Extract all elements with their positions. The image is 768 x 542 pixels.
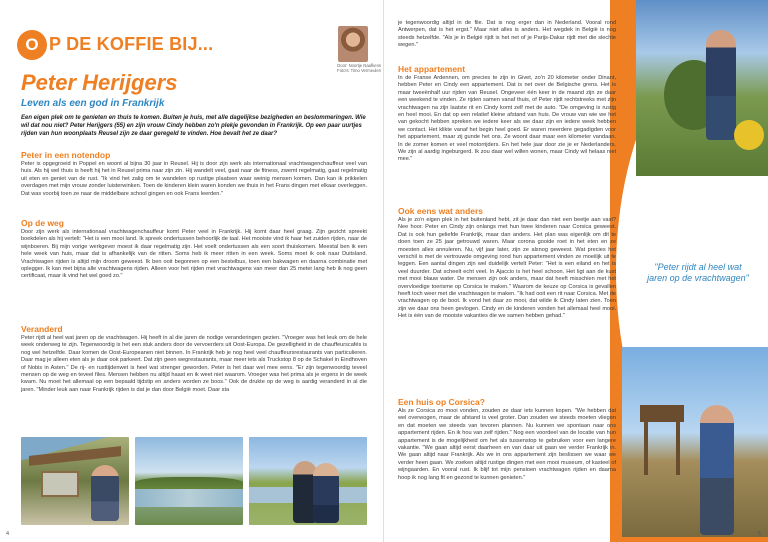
column-continuation: je tegenwoordig altijd in de file. Dat is nog erger dan in Nederland. Vooral rond Antwerpen, dat is het ergst." Maar niet alles is anders. Het wegdek in België is nog steeds hetzelfde. "Als je in België rijdt is het net of je Parijs-Dakar rijdt met die slechte wegen." [398, 20, 616, 49]
section-title-op-de-weg: Op de weg [21, 218, 64, 228]
couple-at-lake-photo [249, 437, 367, 525]
section-title-veranderd: Veranderd [21, 324, 63, 334]
man-at-bird-hide-photo [21, 437, 129, 525]
section-body-ook-eens: Als je zo'n eigen plek in het buitenland hebt, zit je daar dan niet een beetje aan vast? Nee hoor. Peter en Cindy zijn onlangs met hun twee kinderen naar Corsica geweest. Dat is ook hun geliefde Frankrijk, maar dan anders. Het plan was eigenlijk om dit te doen toen ze 25 jaar getrouwd waren. Maar corona gooide roet in het eten en ze moesten alles annuleren. Nu, vijf jaar later, zijn ze alsnog geweest. Wat precies het verschil is met de vertrouwde omgeving rond hun appartement vinden ze moeilijk uit te leggen. Een aantal dingen zijn wel duidelijk vertelt Peter: "Het is een eiland en het is veel duurder. Dat scheelt echt veel. In Ajaccio is het heel schoon. Het ligt aan de kust met mooi blauw water. De mensen zijn ook anders, maar dat heeft misschien met het overvloedige toerisme op Corsica te maken." Waarom de keuze op Corsica is gevallen heeft toch weer met die vrachtwagen te maken. "Ik had ooit een rit naar Corsica. Met de vrachtwagen op de boot. Ik vond het daar zo mooi, dat wilde ik Cindy laten zien. Toen zijn we daar ons heen gevlogen. Cindy en de kinderen vonden het allemaal heel mooi. Het is één van de mooiste vakanties die we samen hebben gehad." [398, 217, 616, 320]
section-body-corsica: Als ze Corsica zo mooi vonden, zouden ze daar iets kunnen kopen. "We hebben dat wel overwogen, maar de afstand is veel groter. Dan zouden we steeds moeten vliegen en dat moeten we steeds van tevoren plannen. Nu kunnen we spontaan naar ons appartement rijden. En ik hou van zelf rijden." Nog een voordeel van de locatie van hun appartement is de mogelijkheid om het als tussenstop te gebruiken voor een langere vakantie. "We gaan altijd eerst daarheen en van daar uit gaan we verder Frankrijk in. We gaan altijd naar Frankrijk. Als we in ons appartement zijn beslissen we waar we verder heen gaan. We zoeken altijd rustige dingen met een mooi museum, of kasteel of wijngaarden. En vooral rust. Ik blijf tot mijn pensioen vrachtwagen rijden en daarna hoop ik nog lang fit en gezond te kunnen genieten." [398, 408, 616, 481]
article-name: Peter Herijgers [21, 70, 178, 95]
section-title-notendop: Peter in een notendop [21, 150, 111, 160]
article-intro: Een eigen plek om te genieten en thuis te komen. Buiten je huis, met alle dagelijkse bezigheden en beslommeringen. Wie wil dat nou niet? Peter Herijgers (55) en zijn vrouw Cindy hebben zo'n plekje gevonden in Frankrijk. Op een paar uurtjes rijden van hun woonplaats Reusel zijn ze daar geregeld te vinden. Hoe bevalt het ze daar? [21, 115, 366, 138]
section-title-corsica: Een huis op Corsica? [398, 397, 485, 407]
pull-quote: "Peter rijdt al heel wat jaren op de vrachtwagen" [647, 262, 749, 283]
author-line: Door: Noortje Naafkens [337, 63, 381, 68]
lake-landscape-photo [135, 437, 243, 525]
section-body-appartement: In de Franse Ardennen, om precies te zijn in Givet, zo'n 20 kilometer onder Dinant, hebben Peter en Cindy een appartement. Dat is net over de Belgische grens. Het is maar tweeënhalf uur rijden van Reusel. Ongeveer één keer in de maand zijn ze daar een weekend te vinden. Ze rijden samen vanaf thuis, of Peter rijdt rechtstreeks met zijn vrachtwagen na zijn laatste rit en Cindy komt zelf met de auto. "De omgeving is rustig en heel mooi. En dat op een relatief kleine afstand van huis. De vrouw van wie we het van gekocht hebben spreken we iedere keer als we daar zijn en iedere week hebben we contact. Het klikte vanaf het begin heel goed. Er waren meerdere gegadigden voor het appartement, maar zij gunde het ons. Ze woont daar maar een kilometer vandaan. In de zomer komen er veel motorrijders. En het hele jaar door zie je er Nederlanders. We zijn al aardig ingeburgerd. Ik zou daar wel willen wonen, maar Cindy wil helaas niet mee." [398, 75, 616, 163]
man-in-nature-photo [636, 0, 768, 176]
author-credit [303, 63, 381, 73]
section-body-notendop: Peter is opgegroeid in Poppel en woont al bijna 30 jaar in Reusel. Hij is door zijn werk als internationaal vrachtwagenchauffeur veel van huis. Als hij wel thuis is heeft hij het in Reusel prima naar zijn zin. Hij wandelt veel, gaat naar de fitness, zwemt regelmatig, gaat regelmatig uit eten en geniet van de rust. "Ik vind het zalig om te wandelen op rustige plaatsen waar weinig mensen komen. Dan kan ik prikkelen overdagen met mijn vrouw zonder luisterwinken. Toen de kinderen klein waren konden we thuis in het Frans dingen met elkaar overleggen. Dat was voorbij toen ze naar de middelbare school gingen en ook Frans leerden." [21, 161, 367, 197]
section-title-appartement: Het appartement [398, 64, 466, 74]
section-body-veranderd: Peter rijdt al heel wat jaren op de vrachtwagen. Hij heeft in al die jaren de nodige veranderingen gezien. "Vroeger was het leuk om de hele week onderweg te zijn. Tegenwoordig is het een stuk anders door de vervoerders uit Oost-Europa. De gezelligheid in de chauffeurscafés is nog wel hetzelfde. Daar komen de Oost-Europeanen niet binnen. In Frankrijk heb je nog heel veel chauffeursrestaurants van particulieren. Daar mag je alleen eten als je daar ook parkeert. Dat zijn geen wegrestaurants, maar meer iets als Truckstop 8 op de Schakel in Eindhoven of Nobis in Asten." De rij- en rusttijdenwet is heel wat strenger geworden. Peter is het daar wel mee eens. "Er zijn tegenwoordig teveel mensen op de weg en teveel files. Mensen hebben nu altijd haast en ik weet niet waarom. Vroeger was het prima als je ergens in de week kwam. Nu moet het allemaal op een bepaald tijdstip en anders worden ze boos." Ook de drukte op de weg is aardig veranderd in al die jaren. "Minder leuk aan naar Frankrijk rijden is dat je dan door België moet. Daar sta [21, 335, 367, 393]
man-with-watchtower-photo [622, 347, 768, 537]
author-avatar [338, 26, 368, 62]
article-subtitle: Leven als een god in Frankrijk [21, 98, 165, 109]
section-title-ook-eens: Ook eens wat anders [398, 206, 484, 216]
series-badge: O [17, 30, 47, 60]
page-number-right: 5 [758, 531, 762, 537]
series-title: P DE KOFFIE BIJ... [49, 34, 214, 54]
photographer-line: Foto's: Timo Vermeulen [337, 68, 381, 74]
page-number-left: 4 [6, 531, 10, 537]
section-body-op-de-weg: Door zijn werk als internationaal vrachtwagenchauffeur komt Peter veel in Frankrijk. Hij komt daar heel graag. Zijn gezicht spreekt boekdelen als hij vertelt: "Het is een mooi land. Ik spreek ondertussen behoorlijk de taal. Het mooiste vind ik haar het zuiden rijden, naar de wijnboeren. Bij mijn vorige werkgever moest ik daar regelmatig zijn. Het voelt ondertussen als een soort thuiskomen. Meestal ben ik een hele week van huis, maar dat is afhankelijk van de ritten. Soms heb ik meer ritten in een week. Soms moet ik ook naar Duitsland. Vrachtwagen rijden is altijd mijn droom geweest. Ik ben ooit begonnen op een bestelbus, toen een bakwagen en daarna combinatie met oplegger. Ik kan met bijna alle vrachtwagens rijden. Alleen voor het rijden met vrachtwagens van meer dan 25 meter lang heb ik nog geen certificaat, maar ik vind het wel goed zo." [21, 229, 367, 280]
